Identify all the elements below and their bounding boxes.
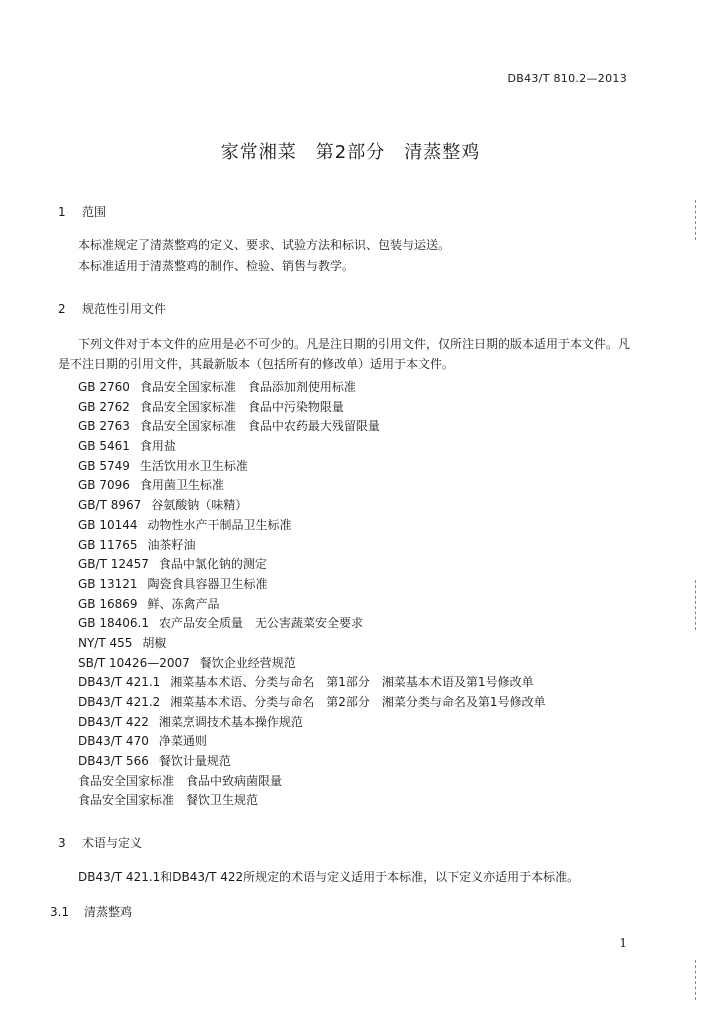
reference-item xyxy=(78,516,546,536)
reference-item xyxy=(78,476,546,496)
section-heading-terms xyxy=(58,834,142,851)
reference-code: GB 11765 xyxy=(78,537,138,552)
reference-item xyxy=(78,673,546,693)
reference-item xyxy=(78,437,546,457)
reference-item xyxy=(78,398,546,418)
reference-item xyxy=(78,713,546,733)
reference-title: 陶瓷食具容器卫生标准 xyxy=(147,576,268,591)
reference-title: 湘菜基本术语、分类与命名 第2部分 湘菜分类与命名及第1号修改单 xyxy=(170,695,546,709)
reference-code: GB/T 12457 xyxy=(78,557,149,572)
reference-item xyxy=(78,732,546,752)
reference-code: NY/T 455 xyxy=(78,635,133,650)
scan-margin-mark xyxy=(695,960,697,1000)
reference-item xyxy=(78,536,546,556)
reference-code: GB 13121 xyxy=(78,576,138,591)
reference-title: 餐饮企业经营规范 xyxy=(199,655,296,670)
terms-paragraph: DB43/T 421.1和DB43/T 422所规定的术语与定义适用于本标准，以下定义亦适用于本标准。 xyxy=(78,870,580,884)
reference-title: 生活饮用水卫生标准 xyxy=(139,458,248,473)
reference-item xyxy=(78,634,546,654)
section-number: 2 xyxy=(58,302,66,316)
reference-code: GB 5461 xyxy=(78,439,130,454)
reference-item xyxy=(78,595,546,615)
scan-margin-mark xyxy=(695,200,697,240)
reference-item xyxy=(78,752,546,772)
reference-item xyxy=(78,496,546,516)
reference-item xyxy=(78,575,546,595)
reference-code: SB/T 10426—2007 xyxy=(78,655,190,670)
section-number: 1 xyxy=(58,205,66,219)
reference-code: GB 2763 xyxy=(78,419,130,434)
reference-item xyxy=(78,417,546,437)
subsection-title: 清蒸整鸡 xyxy=(84,905,133,919)
section-title: 规范性引用文件 xyxy=(82,302,167,316)
reference-item xyxy=(78,791,546,811)
reference-code: GB 18406.1 xyxy=(78,616,149,631)
section-heading-scope xyxy=(58,203,106,220)
reference-code: GB 10144 xyxy=(78,517,138,532)
document-title: 家常湘菜 第2部分 清蒸整鸡 xyxy=(220,142,481,163)
section-title: 术语与定义 xyxy=(82,836,143,850)
reference-code: GB/T 8967 xyxy=(78,498,142,513)
reference-title: 净菜通则 xyxy=(158,734,207,749)
reference-item xyxy=(78,457,546,477)
reference-title: 湘菜烹调技术基本操作规范 xyxy=(158,714,303,729)
reference-item xyxy=(78,614,546,634)
scope-paragraph: 本标准规定了清蒸整鸡的定义、要求、试验方法和标识、包装与运送。 xyxy=(78,238,451,252)
reference-title: 食品安全国家标准 食品中致病菌限量 xyxy=(78,773,283,788)
subsection-number: 3.1 xyxy=(50,905,70,919)
reference-code: GB 5749 xyxy=(78,458,130,473)
reference-title: 农产品安全质量 无公害蔬菜安全要求 xyxy=(158,616,363,631)
reference-code: GB 16869 xyxy=(78,596,138,611)
reference-code: DB43/T 470 xyxy=(78,734,149,749)
reference-title: 餐饮计量规范 xyxy=(158,754,231,769)
subsection-heading xyxy=(50,903,132,920)
section-heading-references xyxy=(58,300,166,317)
section-title: 范围 xyxy=(82,205,107,219)
reference-code: DB43/T 421.2 xyxy=(78,695,161,709)
section-number: 3 xyxy=(58,836,66,850)
reference-title: 食品中氯化钠的测定 xyxy=(158,557,267,572)
reference-item xyxy=(78,555,546,575)
standard-code: DB43/T 810.2—2013 xyxy=(507,72,627,85)
references-intro: 下列文件对于本文件的应用是必不可少的。凡是注日期的引用文件，仅所注日期的版本适用于本文件。凡是不注日期的引用文件，其最新版本（包括所有的修改单）适用于本文件。 xyxy=(58,337,631,371)
reference-code: DB43/T 421.1 xyxy=(78,675,161,690)
reference-title: 食品安全国家标准 食品添加剂使用标准 xyxy=(139,380,356,394)
scan-margin-mark xyxy=(695,580,697,630)
reference-title: 食品安全国家标准 食品中农药最大残留限量 xyxy=(139,419,380,434)
reference-code: GB 7096 xyxy=(78,478,130,493)
page-number: 1 xyxy=(619,936,627,950)
reference-code: DB43/T 422 xyxy=(78,714,149,729)
reference-title: 油茶籽油 xyxy=(147,537,196,552)
reference-code: GB 2762 xyxy=(78,399,130,414)
scope-paragraph: 本标准适用于清蒸整鸡的制作、检验、销售与教学。 xyxy=(78,259,355,273)
reference-title: 谷氨酸钠（味精） xyxy=(151,498,248,513)
reference-item xyxy=(78,654,546,674)
reference-item xyxy=(78,772,546,792)
reference-title: 胡椒 xyxy=(142,635,167,650)
reference-item xyxy=(78,693,546,713)
reference-list xyxy=(78,378,546,811)
reference-code: DB43/T 566 xyxy=(78,754,149,769)
reference-title: 动物性水产干制品卫生标准 xyxy=(147,517,292,532)
reference-title: 食用菌卫生标准 xyxy=(139,478,224,493)
reference-title: 食品安全国家标准 食品中污染物限量 xyxy=(139,399,344,414)
reference-title: 食用盐 xyxy=(139,439,176,454)
reference-code: GB 2760 xyxy=(78,380,130,394)
reference-item xyxy=(78,378,546,398)
reference-title: 食品安全国家标准 餐饮卫生规范 xyxy=(78,793,259,808)
reference-title: 湘菜基本术语、分类与命名 第1部分 湘菜基本术语及第1号修改单 xyxy=(170,675,534,690)
reference-title: 鲜、冻禽产品 xyxy=(147,596,220,611)
